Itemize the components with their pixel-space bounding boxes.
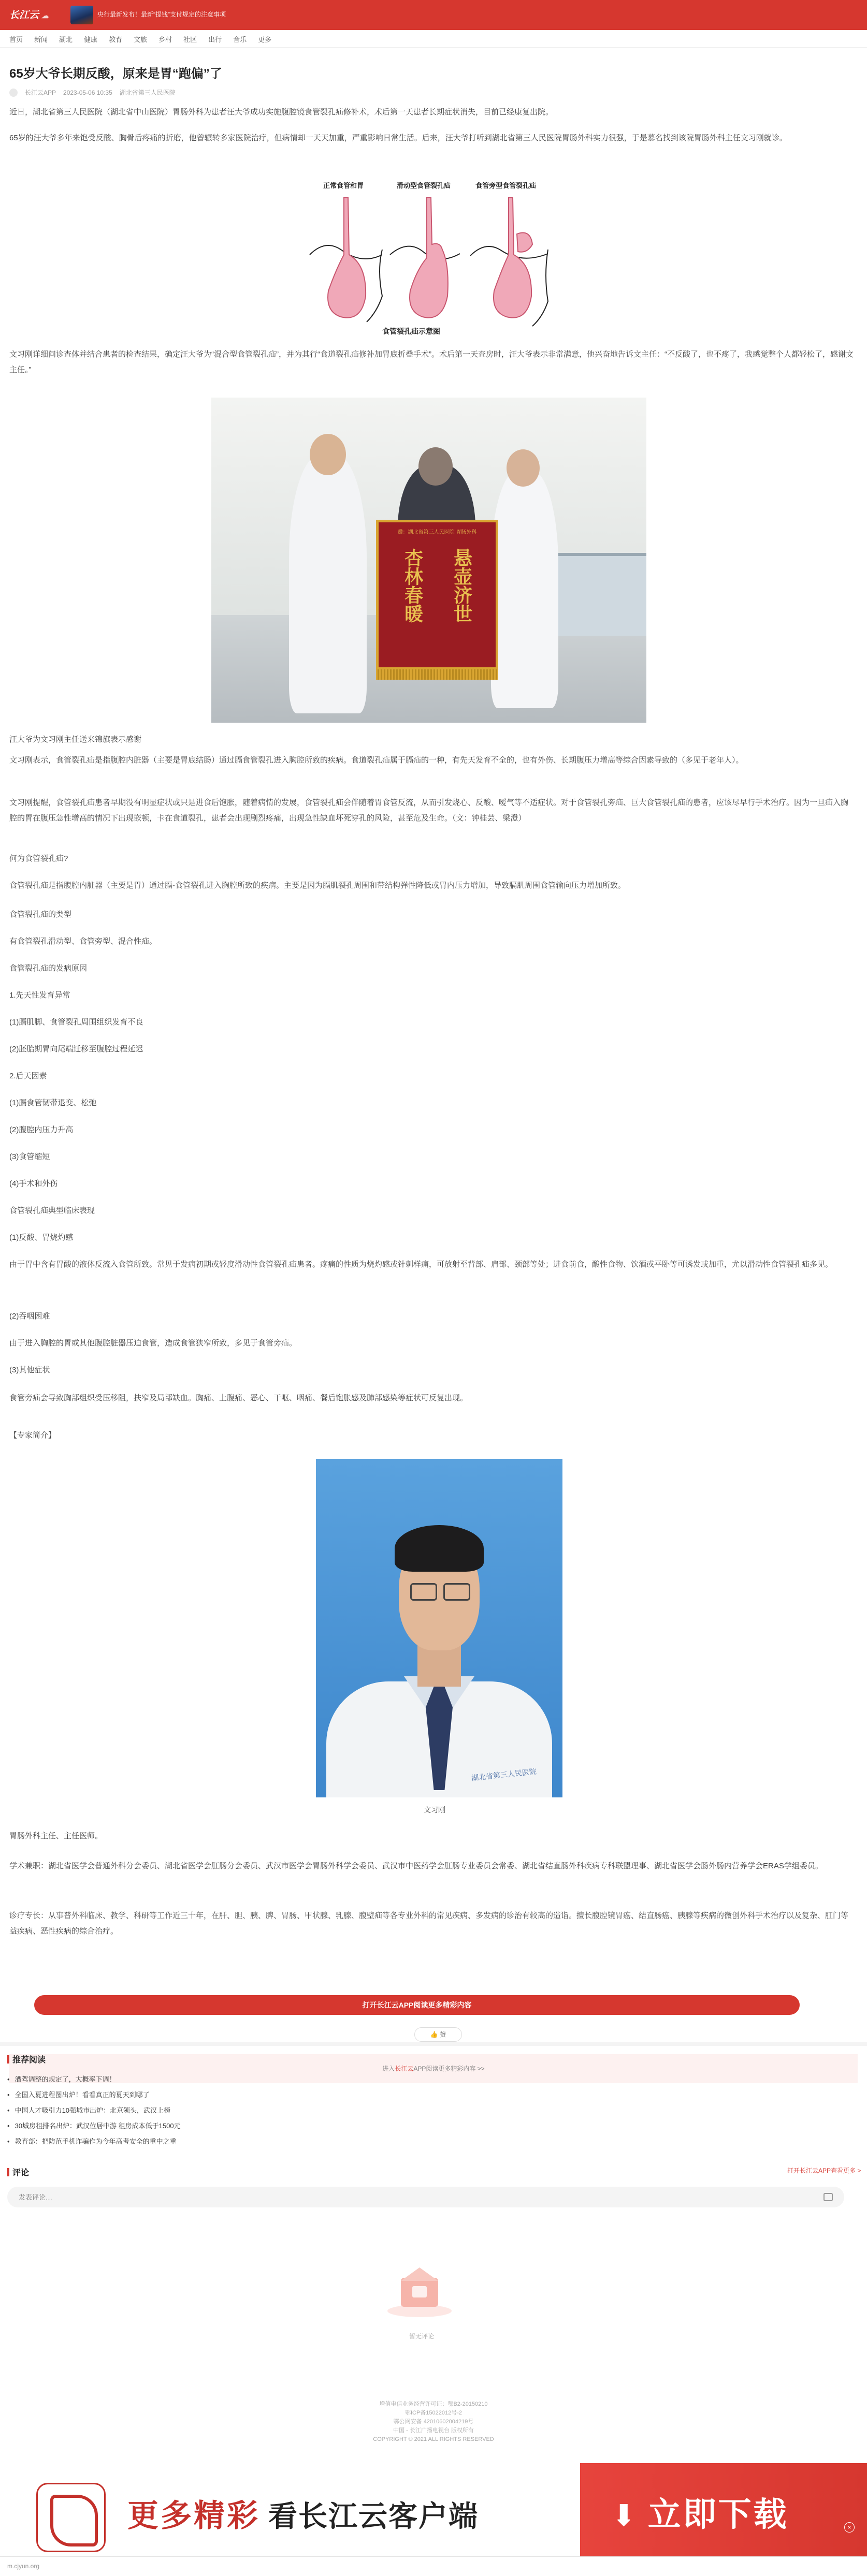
hernia-diagram — [305, 180, 563, 335]
category-item[interactable]: 新闻 — [34, 35, 48, 43]
download-arrow-icon: ⬇ — [611, 2498, 639, 2533]
category-item[interactable]: 社区 — [183, 35, 197, 43]
like-button[interactable]: 👍 赞 — [414, 2027, 462, 2042]
paragraph: 65岁的汪大爷多年来饱受反酸、胸骨后疼痛的折磨，他曾辗转多家医院治疗，但病情却一天天加重，严重影响日常生活。后来，汪大爷打听到湖北省第三人民医院胃肠外科实力很强，于是慕名找到该院胃肠外科主任文习刚就诊。 — [9, 134, 787, 142]
paragraph: 何为食管裂孔疝? — [9, 854, 68, 863]
edit-icon[interactable] — [823, 2193, 833, 2201]
paragraph: 文习刚提醒，食管裂孔疝患者早期没有明显症状或只是进食后饱胀，随着病情的发展，食管裂孔疝会伴随着胃食管反流，从而引发烧心、反酸、嗳气等不适症状。对于食管裂孔旁疝、巨大食管裂孔疝的患者，应该尽早行手术治疗。因为一旦疝入胸腔的胃在腹压急性增高的情况下出现嵌顿，卡在食道裂孔，患者会出现剧烈疼痛，出现急性缺血坏死穿孔的风险，甚至危及生命。（文：钟桂芸、梁澄） — [9, 798, 849, 823]
open-app-comments-link[interactable]: 打开长江云APP查看更多 > — [787, 2167, 861, 2174]
paragraph: 食管旁疝会导致胸部组织受压移阻，扶窄及局部缺血。胸痛、上腹痛、恶心、干呕、咽痛、餐后饱胀感及肺部感染等症状可反复出现。 — [9, 1394, 468, 1402]
article-origin: 湖北省第三人民医院 — [119, 89, 176, 96]
pennant-photo — [211, 398, 646, 723]
category-item[interactable]: 文旅 — [134, 35, 148, 43]
comment-box[interactable] — [7, 2187, 844, 2207]
paragraph: 由于进入胸腔的胃或其他腹腔脏器压迫食管，造成食管狭窄所致，多见于食管旁疝。 — [9, 1339, 297, 1348]
nurse-figure — [491, 470, 558, 708]
paragraph: (4)手术和外伤 — [9, 1179, 58, 1188]
paragraph: 由于胃中含有胃酸的液体反流入食管所致。常见于发病初期或轻度滑动性食管裂孔疝患者。疼痛的性质为烧灼感或针刺样痛，可放射至背部、肩部、颈部等处；进食前食，酸性食物、饮酒或平卧等可诱发或加重，尤以滑动性食管裂孔疝多见。 — [9, 1260, 833, 1269]
category-item[interactable]: 更多 — [258, 35, 272, 43]
paragraph: 1.先天性发育异常 — [9, 991, 70, 1000]
recommended-item[interactable]: • 全国入夏进程图出炉！看看真正的夏天到哪了 — [7, 2087, 181, 2103]
comments-heading: 评论 — [7, 2166, 29, 2178]
footer-line[interactable]: 鄂公网安备 42010602004219号 — [393, 2419, 474, 2425]
doctor-figure — [289, 455, 367, 713]
paragraph: (1)膈肌脚、食管裂孔周围组织发育不良 — [9, 1018, 143, 1027]
top-bar — [0, 0, 867, 30]
nurse-head — [507, 449, 540, 487]
category-item[interactable]: 湖北 — [59, 35, 73, 43]
paragraph: 文习刚表示，食管裂孔疝是指腹腔内脏器（主要是胃底结肠）通过膈食管裂孔进入胸腔所致的疾病。食道裂孔疝属于膈疝的一种，有先天发育不全的，也有外伤、长期腹压力增高等综合因素导致的（多见于老年人）。 — [9, 756, 744, 765]
banner-phrase: 悬壶济世 — [451, 548, 473, 623]
category-item[interactable]: 首页 — [9, 35, 23, 43]
paragraph: 食管裂孔疝是指腹腔内脏器（主要是胃）通过膈-食管裂孔进入胸腔所致的疾病。主要是因为膈肌裂孔周围和带结构弹性降低或胃内压力增加，导致膈肌周围食管输向压力增加所致。 — [9, 881, 626, 890]
download-button[interactable]: ⬇ 立即下载 — [611, 2495, 789, 2534]
category-item[interactable]: 教育 — [109, 35, 123, 43]
photo-caption: 汪大爷为文习刚主任送来锦旗表示感谢 — [9, 735, 142, 744]
coat-embroidery: 湖北省第三人民医院 — [471, 1767, 537, 1783]
diagram-caption: 食管裂孔疝示意图 — [382, 327, 440, 335]
section-divider — [0, 2042, 867, 2046]
paragraph: 食管裂孔疝的发病原因 — [9, 964, 88, 973]
news-thumbnail[interactable] — [70, 6, 93, 24]
doctor-bio: 学术兼职：湖北省医学会普通外科分会委员、湖北省医学会肛肠分会委员、武汉市医学会胃肠外科学会委员、武汉市中医药学会肛肠专业委员会常委、湖北省结直肠外科疾病专科联盟理事、湖北省医学会肠外肠内营养学会ERAS学组委员。 — [9, 1862, 823, 1870]
recommended-item[interactable]: • 中国人才吸引力10强城市出炉：北京领头，武汉上榜 — [7, 2103, 181, 2118]
category-item[interactable]: 乡村 — [158, 35, 172, 43]
empty-comments-text: 暂无评论 — [409, 2333, 435, 2340]
recommended-item[interactable]: • 30城房租排名出炉：武汉位居中游 租房成本低于1500元 — [7, 2118, 181, 2134]
footer-line: COPYRIGHT © 2021 ALL RIGHTS RESERVED — [373, 2436, 494, 2442]
patient-head — [418, 447, 453, 486]
doctor-caption: 文习刚 — [424, 1806, 445, 1814]
doctor-bio: 诊疗专长：从事普外科临床、教学、科研等工作近三十年，在肝、胆、胰、脾、胃肠、甲状腺、乳腺、腹壁疝等各专业外科的常见疾病、多发病的诊治有较高的造诣。擅长腹腔镜胃癌、结直肠癌、胰腺等疾病的微创外科手术治疗以及复杂、肛门等益疾病、恶性疾病的综合治疗。 — [9, 1911, 849, 1936]
site-logo[interactable]: 长江云 ☁ — [9, 9, 49, 21]
paragraph: (3)食管缩短 — [9, 1152, 50, 1161]
category-item[interactable]: 健康 — [84, 35, 98, 43]
paragraph: (2)胚胎期胃向尾端迁移至腹腔过程延迟 — [9, 1045, 143, 1053]
footer-line[interactable]: 鄂ICP备15022012号-2 — [404, 2410, 463, 2416]
diagram-label: 滑动型食管裂孔疝 — [397, 182, 451, 189]
recommended-list — [7, 2072, 181, 2149]
paragraph: (2)腹腔内压力升高 — [9, 1125, 74, 1134]
paragraph: (3)其他症状 — [9, 1366, 50, 1374]
source-icon — [9, 89, 18, 97]
category-item[interactable]: 音乐 — [233, 35, 247, 43]
top-news-headline[interactable]: 央行最新发布！最新“提钱”支付规定的注意事项 — [97, 11, 226, 18]
footer-line: 中国 - 长江广播电视台 版权所有 — [393, 2427, 474, 2434]
article-title: 65岁大爷长期反酸，原来是胃“跑偏”了 — [9, 67, 222, 81]
doctor-bio: 胃肠外科主任、主任医师。 — [9, 1832, 103, 1840]
article-meta — [9, 88, 176, 97]
doctor-head — [310, 434, 346, 475]
paragraph: 【专家简介】 — [9, 1431, 56, 1440]
app-logo-icon — [36, 2483, 106, 2552]
paragraph: 食管裂孔疝的类型 — [9, 910, 72, 919]
empty-comments-icon — [383, 2257, 456, 2319]
category-nav — [0, 30, 867, 48]
paragraph: 2.后天因素 — [9, 1072, 47, 1080]
open-app-button[interactable]: 打开长江云APP阅读更多精彩内容 — [34, 1995, 800, 2015]
app-notice[interactable]: 进入长江云APP阅读更多精彩内容 >> — [9, 2054, 858, 2083]
pennant-banner — [376, 520, 498, 670]
banner-phrase: 杏林春暖 — [401, 548, 424, 623]
diagram-label: 食管旁型食管裂孔疝 — [475, 182, 537, 189]
footer-line: 增值电信业务经营许可证：鄂B2-20150210 — [379, 2401, 488, 2407]
doctor-portrait — [316, 1459, 562, 1797]
category-item[interactable]: 出行 — [208, 35, 222, 43]
paragraph: 有食管裂孔滑动型、食管旁型、混合性疝。 — [9, 937, 157, 946]
url-text[interactable]: m.cjyun.org — [7, 2563, 40, 2570]
banner-dedication: 赠：湖北省第三人民医院 胃肠外科 — [397, 530, 477, 535]
recommended-item[interactable]: • 教育部：把防范手机诈骗作为今年高考安全的重中之重 — [7, 2134, 181, 2149]
hospital-bed — [548, 553, 646, 636]
diagram-label: 正常食管和胃 — [323, 182, 364, 189]
close-icon[interactable]: × — [844, 2522, 855, 2533]
stomach-illustration — [305, 193, 563, 338]
paragraph: (2)吞咽困难 — [9, 1312, 50, 1321]
recommended-heading: 推荐阅读 — [7, 2053, 46, 2065]
download-banner[interactable] — [0, 2463, 867, 2556]
article-time: 2023-05-06 10:35 — [63, 89, 112, 96]
browser-url-bar[interactable] — [0, 2556, 867, 2576]
download-slogan: 更多精彩 看长江云客户端 — [127, 2498, 479, 2534]
comment-input[interactable] — [7, 2187, 784, 2207]
paragraph: (1)反酸、胃烧灼感 — [9, 1233, 74, 1242]
paragraph: 近日，湖北省第三人民医院（湖北省中山医院）胃肠外科为患者汪大爷成功实施腹腔镜食管裂孔疝修补术，术后第一天患者长期症状消失，目前已经康复出院。 — [9, 108, 554, 116]
recommended-item[interactable]: • 酒驾调整的规定了，大概率下调！ — [7, 2072, 181, 2087]
paragraph: (1)膈食管韧带退变、松弛 — [9, 1099, 97, 1107]
paragraph: 食管裂孔疝典型临床表现 — [9, 1206, 95, 1215]
site-footer — [0, 2400, 867, 2444]
paragraph: 文习刚详细问诊查体并结合患者的检查结果，确定汪大爷为“混合型食管裂孔疝”，并为其行“食道裂孔疝修补加胃底折叠手术”。术后第一天查房时，汪大爷表示非常满意，他兴奋地告诉文主任：“不反酸了，也不疼了，我感觉整个人都轻松了，感谢文主任。” — [9, 350, 854, 374]
article-source[interactable]: 长江云APP — [25, 89, 56, 96]
